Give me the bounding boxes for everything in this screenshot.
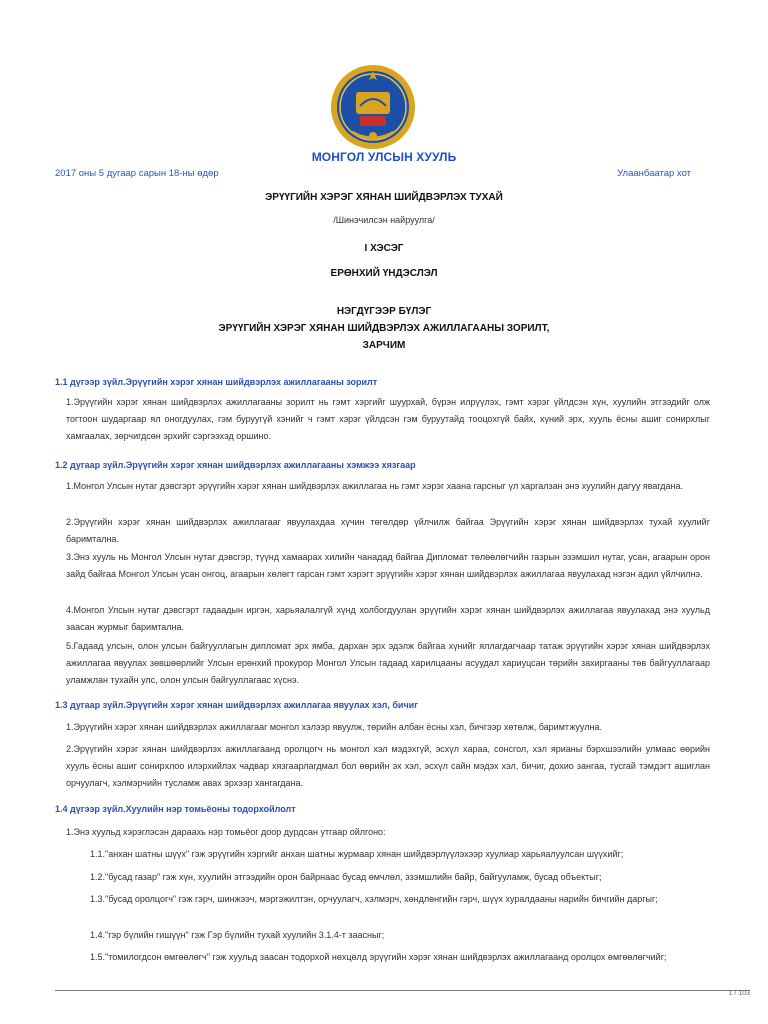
article-paragraph: 1.Эрүүгийн хэрэг хянан шийдвэрлэх ажиллагааг монгол хэлээр явуулж, төрийн албан ёсны хэл, бичгээр хөтөлж, баримтжуулна. bbox=[66, 722, 602, 732]
state-emblem-icon bbox=[330, 62, 416, 152]
chapter-title-line1: ЭРҮҮГИЙН ХЭРЭГ ХЯНАН ШИЙДВЭРЛЭХ АЖИЛЛАГААНЫ ЗОРИЛТ, bbox=[218, 323, 550, 334]
definition-item: 1.2."бусад газар" гэж хүн, хуулийн этгээдийн орон байрнаас бусад өмчлөл, эзэмшлийн байр, байгууламж, бусад объектыг; bbox=[90, 872, 602, 882]
law-name: ЭРҮҮГИЙН ХЭРЭГ ХЯНАН ШИЙДВЭРЛЭХ ТУХАЙ bbox=[265, 192, 503, 203]
article-paragraph: 4.Монгол Улсын нутаг дэвсгэрт гадаадын иргэн, харьяалалгүй хүнд холбогдуулан эрүүгийн хэрэг хянан шийдвэрлэх ажиллагаа явуулахад энэ хуульд заасан журмыг баримтална. bbox=[66, 605, 710, 632]
revision-note: /Шинэчилсэн найруулга/ bbox=[333, 215, 435, 225]
definition-item: 1.4."гэр бүлийн гишүүн" гэж Гэр бүлийн тухай хуулийн 3.1.4-т заасныг; bbox=[90, 930, 385, 940]
article-paragraph: 3.Энэ хууль нь Монгол Улсын нутаг дэвсгэр, түүнд хамаарах хилийн чанадад байгаа Дипломат төлөөлөгчийн газрын эзэмшил нутаг, усан, агаарын орон зайд байгаа Монгол Улсын усан онгоц, агаарын хөлөгт гарсан гэмт хэрэгт эрүүгийн хэрэг хянан шийдвэрлэх ажиллагаа явуулахад нэгэн адил үйлчилнэ. bbox=[66, 552, 710, 579]
definition-item: 1.3."бусад оролцогч" гэж гэрч, шинжээч, мэргэжилтэн, орчуулагч, хэлмэрч, хөндлөнгийн гэрч, шүүх хуралдааны нарийн бичгийн даргыг; bbox=[90, 894, 658, 904]
article-heading: 1.4 дүгээр зүйл.Хуулийн нэр томьёоны тодорхойлолт bbox=[55, 804, 296, 814]
chapter-number: НЭГДҮГЭЭР БҮЛЭГ bbox=[336, 306, 432, 317]
part-title: ЕРӨНХИЙ ҮНДЭСЛЭЛ bbox=[330, 268, 438, 279]
adoption-place: Улаанбаатар хот bbox=[617, 168, 691, 179]
adoption-date: 2017 оны 5 дугаар сарын 18-ны өдөр bbox=[55, 168, 219, 179]
definition-item: 1.5."томилогдсон өмгөөлөгч" гэж хуульд заасан тодорхой нөхцөлд эрүүгийн хэрэг хянан шийдвэрлэх ажиллагаанд оролцох өмгөөлөгчийг; bbox=[90, 952, 667, 962]
definition-item: 1.1."анхан шатны шүүх" гэж эрүүгийн хэргийг анхан шатны журмаар хянан шийдвэрлүүлэхээр хуулиар харьяалуулсан шүүхийг; bbox=[90, 849, 624, 859]
article-heading: 1.2 дугаар зүйл.Эрүүгийн хэрэг хянан шийдвэрлэх ажиллагааны хэмжээ хязгаар bbox=[55, 460, 416, 470]
footer-divider bbox=[55, 990, 750, 991]
article-paragraph: 5.Гадаад улсын, олон улсын байгууллагын дипломат эрх ямба, дархан эрх эдэлж байгаа хүнийг яллагдагчаар татаж эрүүгийн хэрэг хянан шийдвэрлэх ажиллагаа явуулах зөвшөөрлийг Улсын ерөнхий прокурор Монгол Улсын гадаад харилцааны асуудал хариуцсан төрийн захиргааны төв байгууллагаар уламжлан тухайн улс, олон улсын байгууллагаас хүснэ. bbox=[66, 641, 710, 685]
article-heading: 1.1 дүгээр зүйл.Эрүүгийн хэрэг хянан шийдвэрлэх ажиллагааны зорилт bbox=[55, 377, 378, 387]
part-number: I ХЭСЭГ bbox=[364, 243, 404, 254]
article-paragraph: 2.Эрүүгийн хэрэг хянан шийдвэрлэх ажиллагааг явуулахдаа хүчин төгөлдөр үйлчилж байгаа Эрүүгийн хэрэг хянан шийдвэрлэх тухай хуулийг баримтална. bbox=[66, 517, 710, 544]
chapter-title-line2: ЗАРЧИМ bbox=[362, 340, 406, 351]
article-paragraph: 1.Эрүүгийн хэрэг хянан шийдвэрлэх ажиллагааны зорилт нь гэмт хэргийг шуурхай, бүрэн илрүүлэх, гэмт хэрэг үйлдсэн хүн, хуулийн этгээдийг олж тогтоон шударгаар ял оногдуулах, гэм буруугүй хэнийг ч гэмт хэрэг үйлдсэн гэм буруутайд тооцохгүй байх, хүний эрх, хууль ёсны ашиг сонирхлыг хамгаалах, зөрчигдсөн эрхийг сэргээхэд оршино. bbox=[66, 397, 710, 441]
article-paragraph: 2.Эрүүгийн хэрэг хянан шийдвэрлэх ажиллагаанд оролцогч нь монгол хэл мэдэхгүй, эсхүл хараа, сонсгол, хэл ярианы бэрхшээлийн улмаас өөрийн хууль ёсны ашиг сонирхлоо илэрхийлэх чадвар хязгаарлагдмал бол өөрийн эх хэл, эсхүл сайн мэдэх хэл, бичиг, дохио зангаа, тусгай тэмдэгт ашиглан орчуулагч, хэлмэрчийн тусламж авах эрхээр хангагдана. bbox=[66, 744, 710, 788]
article-paragraph: 1.Энэ хуульд хэрэглэсэн дараахь нэр томьёог доор дурдсан утгаар ойлгоно: bbox=[66, 827, 386, 837]
page-counter: 1 / 103 bbox=[728, 990, 750, 997]
law-type-title: МОНГОЛ УЛСЫН ХУУЛЬ bbox=[311, 150, 457, 164]
article-heading: 1.3 дугаар зүйл.Эрүүгийн хэрэг хянан шийдвэрлэх ажиллагаа явуулах хэл, бичиг bbox=[55, 700, 418, 710]
article-paragraph: 1.Монгол Улсын нутаг дэвсгэрт эрүүгийн хэрэг хянан шийдвэрлэх ажиллагаа нь гэмт хэрэг хаана гарсныг үл харгалзан энэ хуулийн дагуу явагдана. bbox=[66, 481, 684, 491]
